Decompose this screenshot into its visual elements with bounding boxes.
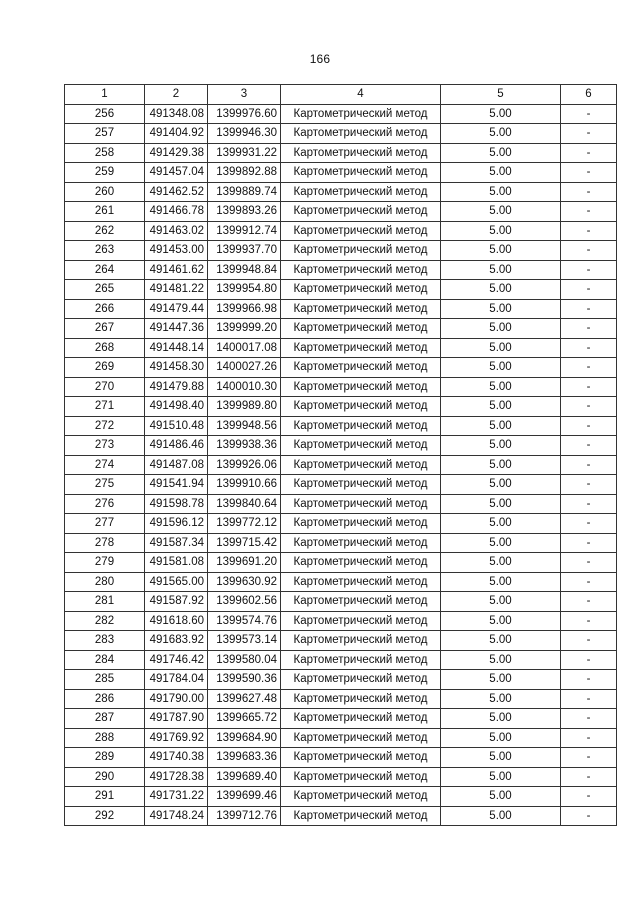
y-coordinate-cell: 1399590.36: [208, 670, 281, 690]
accuracy-cell: 5.00: [441, 124, 561, 144]
point-number-cell: 259: [65, 163, 145, 183]
x-coordinate-cell: 491784.04: [145, 670, 208, 690]
accuracy-cell: 5.00: [441, 143, 561, 163]
method-cell: Картометрический метод: [281, 787, 441, 807]
accuracy-cell: 5.00: [441, 104, 561, 124]
column-header: 2: [145, 85, 208, 105]
note-cell: -: [561, 280, 617, 300]
x-coordinate-cell: 491457.04: [145, 163, 208, 183]
y-coordinate-cell: 1399999.20: [208, 319, 281, 339]
method-cell: Картометрический метод: [281, 260, 441, 280]
x-coordinate-cell: 491683.92: [145, 631, 208, 651]
table-row: [65, 689, 617, 709]
accuracy-cell: 5.00: [441, 436, 561, 456]
method-cell: Картометрический метод: [281, 514, 441, 534]
point-number-cell: 261: [65, 202, 145, 222]
method-cell: Картометрический метод: [281, 611, 441, 631]
point-number-cell: 291: [65, 787, 145, 807]
table-row: [65, 163, 617, 183]
accuracy-cell: 5.00: [441, 553, 561, 573]
x-coordinate-cell: 491458.30: [145, 358, 208, 378]
note-cell: -: [561, 241, 617, 261]
y-coordinate-cell: 1399910.66: [208, 475, 281, 495]
y-coordinate-cell: 1399684.90: [208, 728, 281, 748]
accuracy-cell: 5.00: [441, 592, 561, 612]
x-coordinate-cell: 491404.92: [145, 124, 208, 144]
note-cell: -: [561, 728, 617, 748]
point-number-cell: 280: [65, 572, 145, 592]
method-cell: Картометрический метод: [281, 728, 441, 748]
method-cell: Картометрический метод: [281, 806, 441, 826]
accuracy-cell: 5.00: [441, 397, 561, 417]
x-coordinate-cell: 491462.52: [145, 182, 208, 202]
x-coordinate-cell: 491429.38: [145, 143, 208, 163]
y-coordinate-cell: 1399954.80: [208, 280, 281, 300]
table-row: [65, 182, 617, 202]
y-coordinate-cell: 1400010.30: [208, 377, 281, 397]
coordinates-table: [64, 84, 617, 826]
method-cell: Картометрический метод: [281, 709, 441, 729]
table-row: [65, 260, 617, 280]
point-number-cell: 265: [65, 280, 145, 300]
table-row: [65, 377, 617, 397]
accuracy-cell: 5.00: [441, 221, 561, 241]
point-number-cell: 277: [65, 514, 145, 534]
note-cell: -: [561, 689, 617, 709]
note-cell: -: [561, 202, 617, 222]
point-number-cell: 285: [65, 670, 145, 690]
x-coordinate-cell: 491448.14: [145, 338, 208, 358]
table-row: [65, 533, 617, 553]
table-row: [65, 358, 617, 378]
x-coordinate-cell: 491461.62: [145, 260, 208, 280]
method-cell: Картометрический метод: [281, 689, 441, 709]
y-coordinate-cell: 1399948.84: [208, 260, 281, 280]
method-cell: Картометрический метод: [281, 631, 441, 651]
x-coordinate-cell: 491479.44: [145, 299, 208, 319]
x-coordinate-cell: 491348.08: [145, 104, 208, 124]
accuracy-cell: 5.00: [441, 416, 561, 436]
table-row: [65, 299, 617, 319]
x-coordinate-cell: 491746.42: [145, 650, 208, 670]
y-coordinate-cell: 1399699.46: [208, 787, 281, 807]
accuracy-cell: 5.00: [441, 182, 561, 202]
note-cell: -: [561, 767, 617, 787]
table-row: [65, 709, 617, 729]
accuracy-cell: 5.00: [441, 670, 561, 690]
note-cell: -: [561, 436, 617, 456]
y-coordinate-cell: 1399630.92: [208, 572, 281, 592]
x-coordinate-cell: 491731.22: [145, 787, 208, 807]
table-row: [65, 436, 617, 456]
x-coordinate-cell: 491565.00: [145, 572, 208, 592]
table-row: [65, 650, 617, 670]
point-number-cell: 262: [65, 221, 145, 241]
note-cell: -: [561, 124, 617, 144]
point-number-cell: 257: [65, 124, 145, 144]
point-number-cell: 286: [65, 689, 145, 709]
table-row: [65, 553, 617, 573]
point-number-cell: 260: [65, 182, 145, 202]
accuracy-cell: 5.00: [441, 494, 561, 514]
note-cell: -: [561, 494, 617, 514]
note-cell: -: [561, 631, 617, 651]
y-coordinate-cell: 1399712.76: [208, 806, 281, 826]
method-cell: Картометрический метод: [281, 650, 441, 670]
method-cell: Картометрический метод: [281, 436, 441, 456]
method-cell: Картометрический метод: [281, 592, 441, 612]
table-row: [65, 416, 617, 436]
note-cell: -: [561, 416, 617, 436]
note-cell: -: [561, 787, 617, 807]
page-number: 166: [309, 52, 331, 66]
x-coordinate-cell: 491787.90: [145, 709, 208, 729]
x-coordinate-cell: 491486.46: [145, 436, 208, 456]
point-number-cell: 290: [65, 767, 145, 787]
accuracy-cell: 5.00: [441, 709, 561, 729]
x-coordinate-cell: 491498.40: [145, 397, 208, 417]
table-header-row: [65, 85, 617, 105]
note-cell: -: [561, 377, 617, 397]
y-coordinate-cell: 1399627.48: [208, 689, 281, 709]
point-number-cell: 289: [65, 748, 145, 768]
point-number-cell: 267: [65, 319, 145, 339]
table-row: [65, 104, 617, 124]
column-header: 1: [65, 85, 145, 105]
method-cell: Картометрический метод: [281, 455, 441, 475]
y-coordinate-cell: 1399602.56: [208, 592, 281, 612]
x-coordinate-cell: 491541.94: [145, 475, 208, 495]
y-coordinate-cell: 1399574.76: [208, 611, 281, 631]
note-cell: -: [561, 104, 617, 124]
accuracy-cell: 5.00: [441, 475, 561, 495]
method-cell: Картометрический метод: [281, 748, 441, 768]
x-coordinate-cell: 491466.78: [145, 202, 208, 222]
point-number-cell: 275: [65, 475, 145, 495]
table-row: [65, 592, 617, 612]
point-number-cell: 274: [65, 455, 145, 475]
x-coordinate-cell: 491618.60: [145, 611, 208, 631]
accuracy-cell: 5.00: [441, 514, 561, 534]
x-coordinate-cell: 491598.78: [145, 494, 208, 514]
method-cell: Картометрический метод: [281, 104, 441, 124]
y-coordinate-cell: 1399573.14: [208, 631, 281, 651]
y-coordinate-cell: 1399665.72: [208, 709, 281, 729]
y-coordinate-cell: 1399989.80: [208, 397, 281, 417]
x-coordinate-cell: 491587.92: [145, 592, 208, 612]
accuracy-cell: 5.00: [441, 319, 561, 339]
point-number-cell: 271: [65, 397, 145, 417]
note-cell: -: [561, 611, 617, 631]
column-header: 5: [441, 85, 561, 105]
note-cell: -: [561, 650, 617, 670]
note-cell: -: [561, 299, 617, 319]
accuracy-cell: 5.00: [441, 631, 561, 651]
table-row: [65, 143, 617, 163]
table-row: [65, 455, 617, 475]
note-cell: -: [561, 572, 617, 592]
accuracy-cell: 5.00: [441, 728, 561, 748]
table-row: [65, 514, 617, 534]
column-header: 6: [561, 85, 617, 105]
point-number-cell: 278: [65, 533, 145, 553]
note-cell: -: [561, 182, 617, 202]
table-row: [65, 494, 617, 514]
method-cell: Картометрический метод: [281, 553, 441, 573]
accuracy-cell: 5.00: [441, 338, 561, 358]
accuracy-cell: 5.00: [441, 377, 561, 397]
method-cell: Картометрический метод: [281, 377, 441, 397]
table-row: [65, 787, 617, 807]
table-row: [65, 241, 617, 261]
method-cell: Картометрический метод: [281, 475, 441, 495]
y-coordinate-cell: 1400017.08: [208, 338, 281, 358]
table-row: [65, 202, 617, 222]
x-coordinate-cell: 491487.08: [145, 455, 208, 475]
point-number-cell: 288: [65, 728, 145, 748]
y-coordinate-cell: 1399966.98: [208, 299, 281, 319]
point-number-cell: 287: [65, 709, 145, 729]
table-row: [65, 631, 617, 651]
method-cell: Картометрический метод: [281, 358, 441, 378]
method-cell: Картометрический метод: [281, 767, 441, 787]
y-coordinate-cell: 1399893.26: [208, 202, 281, 222]
table-row: [65, 611, 617, 631]
accuracy-cell: 5.00: [441, 650, 561, 670]
note-cell: -: [561, 514, 617, 534]
table-row: [65, 475, 617, 495]
note-cell: -: [561, 143, 617, 163]
point-number-cell: 258: [65, 143, 145, 163]
method-cell: Картометрический метод: [281, 670, 441, 690]
note-cell: -: [561, 475, 617, 495]
x-coordinate-cell: 491748.24: [145, 806, 208, 826]
x-coordinate-cell: 491463.02: [145, 221, 208, 241]
y-coordinate-cell: 1399937.70: [208, 241, 281, 261]
x-coordinate-cell: 491481.22: [145, 280, 208, 300]
accuracy-cell: 5.00: [441, 767, 561, 787]
accuracy-cell: 5.00: [441, 787, 561, 807]
y-coordinate-cell: 1399912.74: [208, 221, 281, 241]
note-cell: -: [561, 709, 617, 729]
table-row: [65, 124, 617, 144]
method-cell: Картометрический метод: [281, 124, 441, 144]
point-number-cell: 282: [65, 611, 145, 631]
note-cell: -: [561, 592, 617, 612]
method-cell: Картометрический метод: [281, 572, 441, 592]
point-number-cell: 279: [65, 553, 145, 573]
method-cell: Картометрический метод: [281, 221, 441, 241]
method-cell: Картометрический метод: [281, 202, 441, 222]
x-coordinate-cell: 491740.38: [145, 748, 208, 768]
method-cell: Картометрический метод: [281, 533, 441, 553]
y-coordinate-cell: 1399892.88: [208, 163, 281, 183]
x-coordinate-cell: 491769.92: [145, 728, 208, 748]
note-cell: -: [561, 553, 617, 573]
accuracy-cell: 5.00: [441, 748, 561, 768]
note-cell: -: [561, 748, 617, 768]
note-cell: -: [561, 455, 617, 475]
x-coordinate-cell: 491510.48: [145, 416, 208, 436]
note-cell: -: [561, 397, 617, 417]
y-coordinate-cell: 1399580.04: [208, 650, 281, 670]
accuracy-cell: 5.00: [441, 358, 561, 378]
note-cell: -: [561, 260, 617, 280]
note-cell: -: [561, 358, 617, 378]
x-coordinate-cell: 491596.12: [145, 514, 208, 534]
accuracy-cell: 5.00: [441, 689, 561, 709]
accuracy-cell: 5.00: [441, 163, 561, 183]
point-number-cell: 281: [65, 592, 145, 612]
point-number-cell: 268: [65, 338, 145, 358]
y-coordinate-cell: 1399948.56: [208, 416, 281, 436]
point-number-cell: 263: [65, 241, 145, 261]
x-coordinate-cell: 491728.38: [145, 767, 208, 787]
y-coordinate-cell: 1399683.36: [208, 748, 281, 768]
y-coordinate-cell: 1399772.12: [208, 514, 281, 534]
point-number-cell: 273: [65, 436, 145, 456]
x-coordinate-cell: 491581.08: [145, 553, 208, 573]
point-number-cell: 256: [65, 104, 145, 124]
y-coordinate-cell: 1399840.64: [208, 494, 281, 514]
table-body: [65, 85, 617, 826]
column-header: 3: [208, 85, 281, 105]
table-row: [65, 767, 617, 787]
method-cell: Картометрический метод: [281, 338, 441, 358]
method-cell: Картометрический метод: [281, 319, 441, 339]
y-coordinate-cell: 1399931.22: [208, 143, 281, 163]
accuracy-cell: 5.00: [441, 260, 561, 280]
point-number-cell: 270: [65, 377, 145, 397]
point-number-cell: 276: [65, 494, 145, 514]
note-cell: -: [561, 319, 617, 339]
table-row: [65, 338, 617, 358]
table-row: [65, 806, 617, 826]
y-coordinate-cell: 1399938.36: [208, 436, 281, 456]
y-coordinate-cell: 1399715.42: [208, 533, 281, 553]
note-cell: -: [561, 163, 617, 183]
x-coordinate-cell: 491453.00: [145, 241, 208, 261]
column-header: 4: [281, 85, 441, 105]
note-cell: -: [561, 338, 617, 358]
method-cell: Картометрический метод: [281, 163, 441, 183]
accuracy-cell: 5.00: [441, 299, 561, 319]
point-number-cell: 264: [65, 260, 145, 280]
table-row: [65, 397, 617, 417]
point-number-cell: 284: [65, 650, 145, 670]
point-number-cell: 269: [65, 358, 145, 378]
table-row: [65, 728, 617, 748]
accuracy-cell: 5.00: [441, 202, 561, 222]
y-coordinate-cell: 1399976.60: [208, 104, 281, 124]
method-cell: Картометрический метод: [281, 494, 441, 514]
x-coordinate-cell: 491587.34: [145, 533, 208, 553]
method-cell: Картометрический метод: [281, 397, 441, 417]
y-coordinate-cell: 1399689.40: [208, 767, 281, 787]
x-coordinate-cell: 491479.88: [145, 377, 208, 397]
accuracy-cell: 5.00: [441, 280, 561, 300]
table-row: [65, 319, 617, 339]
table-row: [65, 748, 617, 768]
method-cell: Картометрический метод: [281, 182, 441, 202]
point-number-cell: 272: [65, 416, 145, 436]
accuracy-cell: 5.00: [441, 533, 561, 553]
note-cell: -: [561, 670, 617, 690]
method-cell: Картометрический метод: [281, 299, 441, 319]
method-cell: Картометрический метод: [281, 280, 441, 300]
point-number-cell: 292: [65, 806, 145, 826]
note-cell: -: [561, 806, 617, 826]
y-coordinate-cell: 1399889.74: [208, 182, 281, 202]
accuracy-cell: 5.00: [441, 455, 561, 475]
table-row: [65, 280, 617, 300]
y-coordinate-cell: 1399691.20: [208, 553, 281, 573]
accuracy-cell: 5.00: [441, 572, 561, 592]
y-coordinate-cell: 1399946.30: [208, 124, 281, 144]
x-coordinate-cell: 491790.00: [145, 689, 208, 709]
point-number-cell: 266: [65, 299, 145, 319]
method-cell: Картометрический метод: [281, 416, 441, 436]
accuracy-cell: 5.00: [441, 806, 561, 826]
table-row: [65, 670, 617, 690]
table-row: [65, 221, 617, 241]
note-cell: -: [561, 533, 617, 553]
y-coordinate-cell: 1399926.06: [208, 455, 281, 475]
accuracy-cell: 5.00: [441, 241, 561, 261]
point-number-cell: 283: [65, 631, 145, 651]
accuracy-cell: 5.00: [441, 611, 561, 631]
x-coordinate-cell: 491447.36: [145, 319, 208, 339]
table-row: [65, 572, 617, 592]
method-cell: Картометрический метод: [281, 143, 441, 163]
y-coordinate-cell: 1400027.26: [208, 358, 281, 378]
note-cell: -: [561, 221, 617, 241]
method-cell: Картометрический метод: [281, 241, 441, 261]
